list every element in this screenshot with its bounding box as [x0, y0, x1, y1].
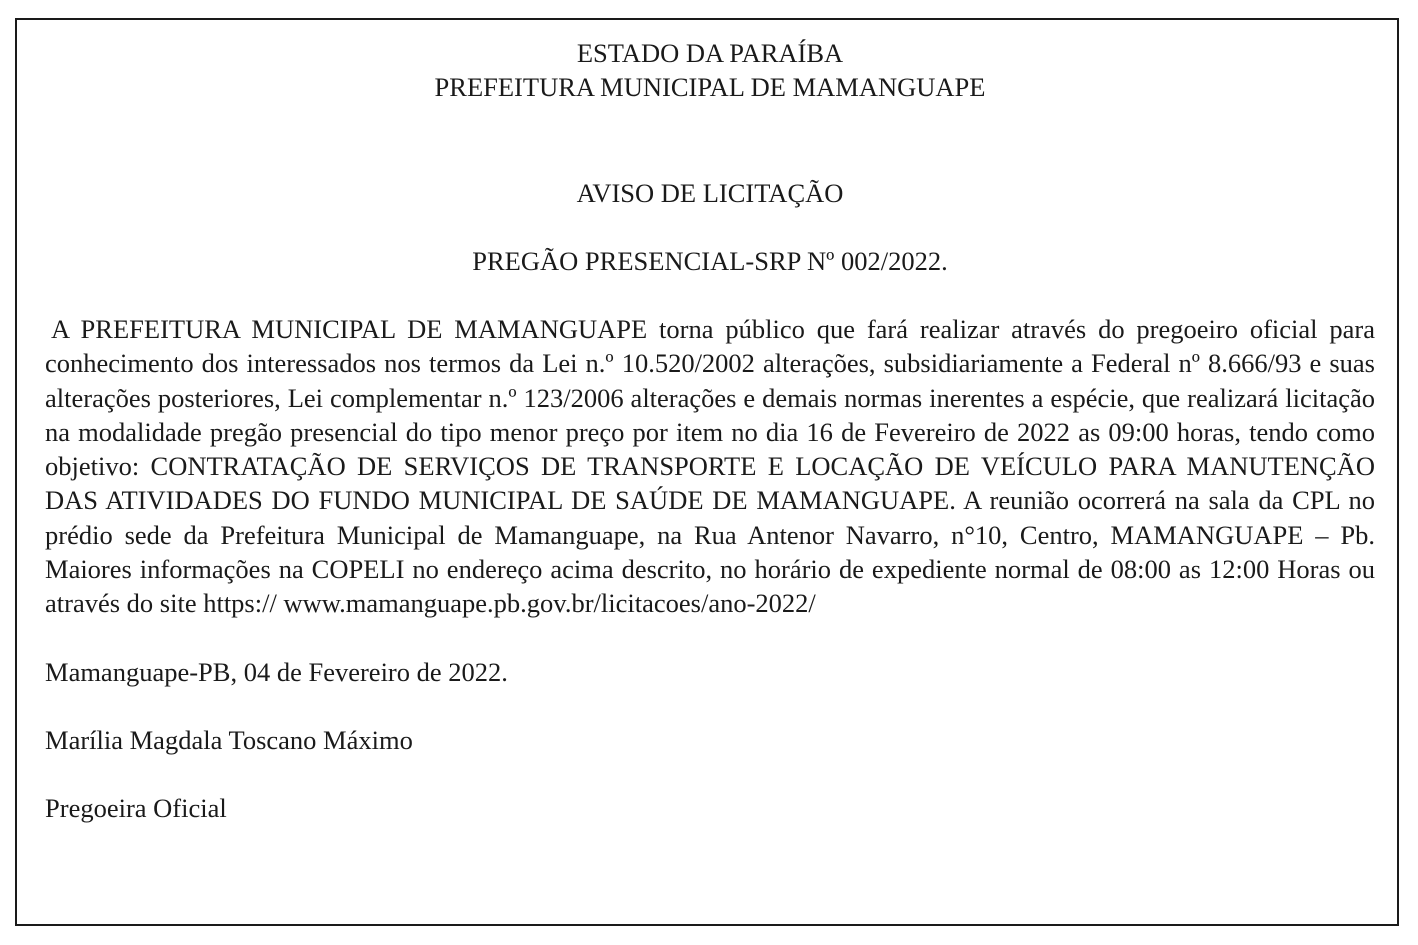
notice-frame — [15, 18, 1399, 926]
notice-title: AVISO DE LICITAÇÃO — [576, 178, 844, 208]
notice-content — [45, 36, 1375, 825]
procedure-title: PREGÃO PRESENCIAL-SRP Nº 002/2022. — [472, 246, 948, 276]
notice-body: A PREFEITURA MUNICIPAL DE MAMANGUAPE torna público que fará realizar através do pregoeiro oficial para conhecimento dos interessados nos termos da Lei n.º 10.520/2002 alterações, subsidiariamente a Federal nº 8.666/93 e suas alterações posteriores, Lei complementar n.º 123/2006 alterações e demais normas inerentes a espécie, que realizará licitação na modalidade pregão presencial do tipo menor preço por item no dia 16 de Fevereiro de 2022 as 09:00 horas, tendo como objetivo: CONTRATAÇÃO DE SERVIÇOS DE TRANSPORTE E LOCAÇÃO DE VEÍCULO PARA MANUTENÇÃO DAS ATIVIDADES DO FUNDO MUNICIPAL DE SAÚDE DE MAMANGUAPE. A reunião ocorrerá na sala da CPL no prédio sede da Prefeitura Municipal de Mamanguape, na Rua Antenor Navarro, n°10, Centro, MAMANGUAPE – Pb. Maiores informações na COPELI no endereço acima descrito, no horário de expediente normal de 08:00 as 12:00 Horas ou através do site https:// www.mamanguape.pb.gov.br/licitacoes/ano-2022/ — [45, 314, 1375, 619]
place-date: Mamanguape-PB, 04 de Fevereiro de 2022. — [45, 656, 508, 687]
signer-role: Pregoeira Oficial — [45, 792, 227, 823]
municipality-heading: PREFEITURA MUNICIPAL DE MAMANGUAPE — [434, 72, 986, 102]
state-heading: ESTADO DA PARAÍBA — [576, 38, 844, 68]
signer-name: Marília Magdala Toscano Máximo — [45, 724, 413, 755]
